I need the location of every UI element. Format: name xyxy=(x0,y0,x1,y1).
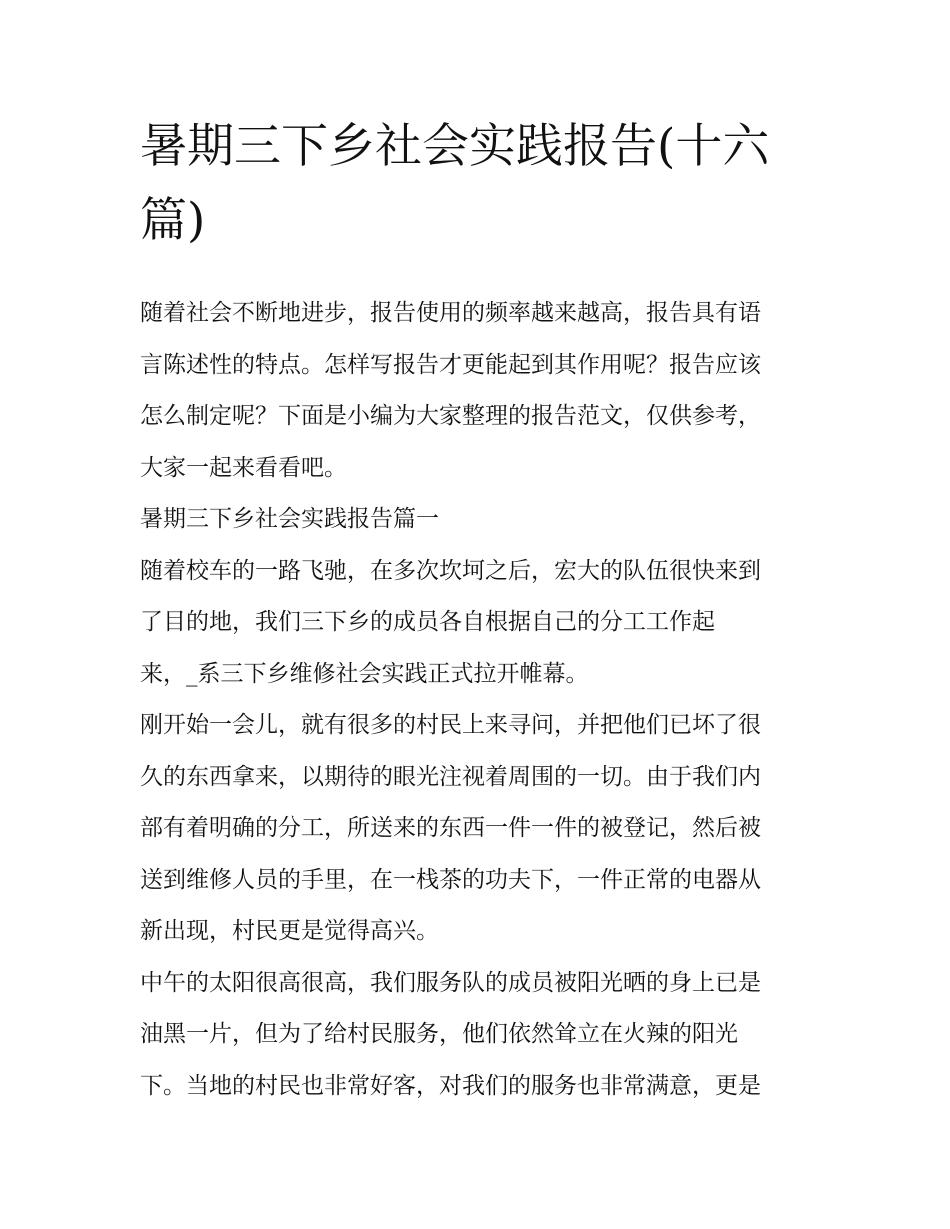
intro-line: 言陈述性的特点。怎样写报告才更能起到其作用呢？报告应该 xyxy=(140,351,761,378)
intro-line: 随着社会不断地进步，报告使用的频率越来越高，报告具有语 xyxy=(140,300,761,326)
section-heading: 暑期三下乡社会实践报告篇一 xyxy=(140,506,439,532)
document-content xyxy=(140,110,812,1112)
document-title xyxy=(140,110,812,258)
paragraph-line: 油黑一片，但为了给村民服务，他们依然耸立在火辣的阳光 xyxy=(140,1021,738,1047)
paragraph-line: 部有着明确的分工，所送来的东西一件一件的被登记，然后被 xyxy=(140,815,761,841)
title-line: 暑期三下乡社会实践报告(十六 xyxy=(140,119,770,174)
paragraph-line: 来，_系三下乡维修社会实践正式拉开帷幕。 xyxy=(140,660,589,687)
title-line: 篇) xyxy=(140,193,206,248)
paragraph-line: 送到维修人员的手里，在一栈茶的功夫下，一件正常的电器从 xyxy=(140,866,761,893)
intro-line: 怎么制定呢？下面是小编为大家整理的报告范文，仅供参考， xyxy=(140,403,761,429)
paragraph-line: 下。当地的村民也非常好客，对我们的服务也非常满意，更是 xyxy=(140,1072,761,1099)
paragraph-line: 久的东西拿来，以期待的眼光注视着周围的一切。由于我们内 xyxy=(140,763,761,790)
document-body xyxy=(140,288,812,1112)
paragraph-line: 了目的地，我们三下乡的成员各自根据自己的分工工作起 xyxy=(140,609,715,635)
intro-line: 大家一起来看看吧。 xyxy=(140,454,347,481)
paragraph-line: 中午的太阳很高很高，我们服务队的成员被阳光晒的身上已是 xyxy=(140,969,761,996)
paragraph-line: 新出现，村民更是觉得高兴。 xyxy=(140,918,439,944)
paragraph-line: 随着校车的一路飞驰，在多次坎坷之后，宏大的队伍很快来到 xyxy=(140,557,761,584)
paragraph-line: 刚开始一会儿，就有很多的村民上来寻问，并把他们已坏了很 xyxy=(140,712,761,738)
